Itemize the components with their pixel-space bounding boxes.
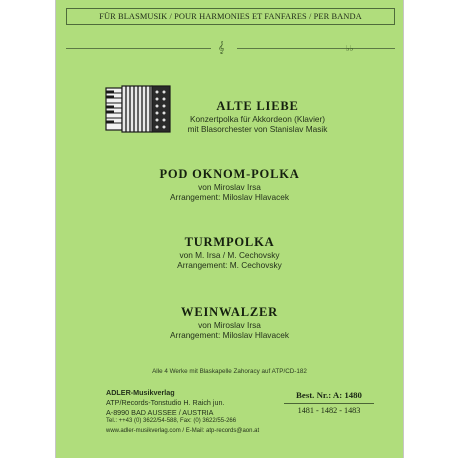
sheet-cover: [55, 0, 404, 458]
publisher-address: A-8990 BAD AUSSEE / AUSTRIA: [106, 407, 214, 417]
order-number-list: 1481 - 1482 - 1483: [297, 406, 361, 415]
work-composer: von M. Irsa / M. Cechovsky: [179, 250, 280, 260]
publisher-web: www.adler-musikverlag.com / E-Mail: atp-records@aon.at: [106, 427, 260, 434]
publisher-block: [106, 388, 259, 436]
work-title-turmpolka: TURMPOLKA: [184, 235, 275, 249]
order-number-block: [284, 390, 374, 416]
publisher-name: ADLER-Musikverlag: [106, 388, 175, 397]
flat-sign-icon: ♭♭: [346, 44, 354, 53]
recording-note: Alle 4 Werke mit Blaskapelle Zahoracy auf ATP/CD-182: [152, 368, 307, 375]
header-banner: FÜR BLASMUSIK / POUR HARMONIES ET FANFARES / PER BANDA: [66, 8, 395, 25]
divider-left: [66, 48, 211, 49]
work-title-weinwalzer: WEINWALZER: [181, 305, 278, 319]
order-number-label: Best. Nr.: A: 1480: [296, 390, 362, 400]
work-description-line: mit Blasorchester von Stanislav Masik: [187, 124, 328, 134]
work-title-alte-liebe: ALTE LIEBE: [216, 99, 299, 113]
publisher-phone: Tel.: ++43 (0) 3622/54-588, Fax: (0) 3622/55-266: [106, 418, 237, 425]
work-composer: von Miroslav Irsa: [198, 320, 261, 330]
publisher-studio: ATP/Records-Tonstudio H. Raich jun.: [106, 397, 225, 407]
order-number-rule: [284, 403, 374, 404]
work-arrangement: Arrangement: Miloslav Hlavacek: [170, 330, 289, 340]
work-title-pod-oknom-polka: POD OKNOM-POLKA: [159, 167, 300, 181]
work-description-line: Konzertpolka für Akkordeon (Klavier): [189, 114, 326, 124]
work-composer: von Miroslav Irsa: [198, 182, 261, 192]
treble-clef-icon: 𝄞: [218, 41, 225, 54]
divider-right: [237, 48, 395, 49]
work-arrangement: Arrangement: Miloslav Hlavacek: [170, 192, 289, 202]
work-arrangement: Arrangement: M. Cechovsky: [177, 260, 282, 270]
